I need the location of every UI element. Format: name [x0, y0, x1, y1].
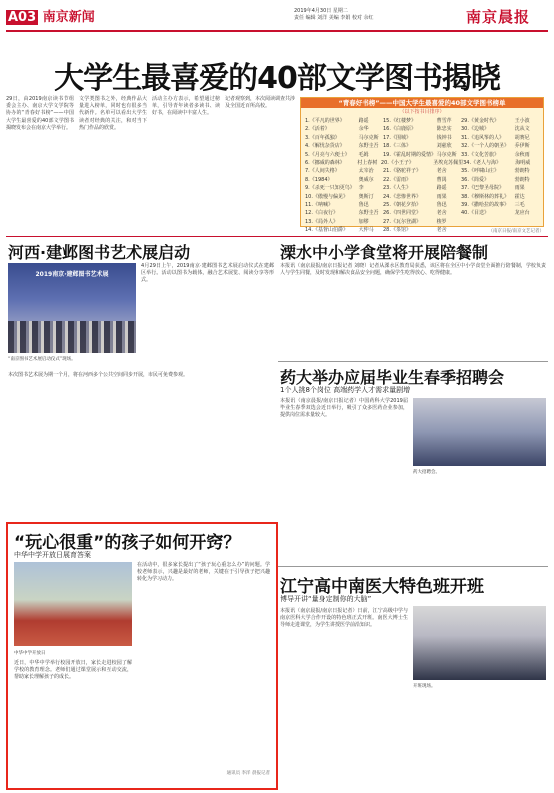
table-cell: 27.《瓦尔登湖》 — [383, 218, 421, 225]
kid-subline: 中华中学开放日展育答案 — [14, 551, 91, 559]
table-cell: 20.《小王子》 — [380, 159, 414, 166]
canteen-headline: 溧水中小学食堂将开展陪餐制 — [280, 243, 489, 262]
job-text: 本报讯（南京晨报/南京日报记者）中国药科大学2019届毕业生春季双选会近日举行，吸引了众多医药企业参加，提供岗位需求量较大。 — [280, 398, 408, 419]
table-cell: 马尔克斯 — [358, 134, 379, 141]
table-title: “青春好书榜”——中国大学生最喜爱的40部文学图书榜单 — [301, 98, 543, 108]
table-row — [301, 193, 543, 201]
table-cell: 王小波 — [514, 118, 530, 124]
table-cell: 34.《老人与海》 — [463, 159, 502, 166]
table-cell: 22.《雷雨》 — [383, 176, 411, 183]
table-cell: 31.《追风筝的人》 — [461, 134, 504, 141]
hospital-headline: 江宁高中南医大特色班开班 — [280, 577, 484, 597]
table-row — [301, 134, 543, 142]
hospital-text: 本报讯（南京晨报/南京日报记者）日前，江宁高级中学与南京医科大学合作开设的特色班正式开班。南医大博士生导师走进课堂，为学生讲授医学前沿知识。 — [280, 608, 408, 629]
art-caption: “南京图书艺术展启动仪式”现场。 — [8, 357, 76, 362]
kid-text-right: 在活动中，很多家长提出了“孩子玩心重怎么办”的问题。学校老师表示，兴趣是最好的老师，关键在于引导孩子把兴趣转化为学习动力。 — [137, 562, 270, 583]
kid-headline: “玩心很重”的孩子如何开窍？ — [14, 533, 241, 553]
table-row — [301, 167, 543, 175]
main-story-col1: 29日，由2019南京读书节组委会主办、南京大学文学院等协办的“青春好书榜”——中国大学生最喜爱的40部文学图书揭晓发布会在南京大学举行。 — [6, 96, 74, 131]
table-cell: 沈从文 — [514, 126, 530, 133]
table-cell: 钱钟书 — [436, 134, 452, 141]
divider — [278, 566, 548, 567]
table-cell: 曹禺 — [436, 176, 447, 183]
table-cell: 7.《人间失格》 — [305, 168, 340, 175]
table-cell: 4.《解忧杂货店》 — [305, 143, 345, 150]
hospital-text-2 — [280, 732, 546, 784]
table-cell: 毛姆 — [358, 151, 369, 158]
table-cell: 奥斯汀 — [358, 193, 374, 200]
table-cell: 东野圭吾 — [358, 210, 379, 217]
divider — [6, 236, 548, 237]
table-cell: 太宰治 — [358, 168, 374, 175]
table-cell: 39.《撒哈拉的故事》 — [461, 201, 509, 208]
job-text-2 — [413, 478, 546, 538]
table-cell: 12.《白夜行》 — [305, 210, 338, 217]
hospital-caption: 开班现场。 — [413, 684, 436, 689]
job-headline: 药大举办应届毕业生春季招聘会 — [280, 368, 505, 387]
table-cell: 加缪 — [358, 218, 369, 225]
main-headline: 大学生最喜爱的40部文学图书揭晓 — [54, 61, 500, 96]
canteen-text: 本报讯（南京晨报/南京日报记者 刘晓）记者从溧水区教育局获悉，该区将在全区中小学食堂全面推行陪餐制，学校负责人与学生同餐，及时发现和解决食品安全问题，确保学生吃得放心、吃得健康。 — [280, 263, 546, 277]
table-cell: 鲁迅 — [358, 201, 369, 208]
date-line: 2019年4月30日 星期二 责任 编辑 刘洋 美编 李娟 校对 余红 — [294, 8, 374, 21]
table-cell: 老舍 — [436, 227, 447, 234]
newspaper-logo: 南京晨报 — [466, 8, 531, 26]
table-cell: 24.《悲惨世界》 — [383, 193, 421, 200]
table-cell: 29.《黄金时代》 — [461, 118, 499, 124]
table-cell: 10.《傲慢与偏见》 — [305, 193, 348, 200]
table-cell: 1.《平凡的世界》 — [305, 118, 345, 124]
table-cell: 路遥 — [436, 185, 447, 192]
divider — [278, 361, 548, 362]
kid-text-left: 近日，中华中学举行校园开放日，家长走进校园了解学校的教育理念。老师们通过课堂展示和互动交流，帮助家长理解孩子的成长。 — [14, 660, 132, 681]
table-row — [301, 184, 543, 192]
table-cell: 9.《杀死一只知更鸟》 — [305, 185, 355, 192]
photo-people — [8, 321, 136, 353]
table-cell: 23.《人生》 — [383, 185, 411, 192]
table-cell: 村上春树 — [357, 159, 378, 166]
table-cell: 马尔克斯 — [436, 151, 457, 158]
hospital-subline: 博导开讲“量身定制你的大脑” — [280, 595, 372, 603]
table-cell: 37.《巴黎圣母院》 — [461, 185, 504, 192]
table-cell: 陈忠实 — [436, 126, 452, 133]
art-photo — [8, 263, 136, 353]
section-title: 南京新闻 — [42, 10, 95, 25]
table-row — [301, 125, 543, 133]
table-cell: 雨果 — [436, 193, 447, 200]
table-cell: 余秋雨 — [514, 151, 530, 158]
table-cell: 8.《1984》 — [305, 176, 333, 183]
hospital-photo — [413, 606, 546, 680]
table-cell: 25.《朝花夕拾》 — [383, 201, 421, 208]
table-cell: 霍达 — [514, 193, 525, 200]
art-text-right: 4月29日上午，2019南京·建邺图书艺术展启动仪式在建邺区举行。活动以图书为载体，融合艺术展览、阅读分享等形式。 — [141, 263, 274, 284]
table-cell: 奥威尔 — [358, 176, 374, 183]
table-cell: 勃朗特 — [514, 168, 530, 175]
table-cell: 33.《文化苦旅》 — [461, 151, 499, 158]
job-subline: 1个人挑8个岗位 高端药学人才需求量剧增 — [280, 386, 411, 394]
table-cell: 36.《简爱》 — [461, 176, 489, 183]
table-cell: 鲁迅 — [436, 201, 447, 208]
table-cell: 老舍 — [436, 168, 447, 175]
photo-banner: 2019南京·建邺图书艺术展 — [35, 271, 109, 278]
main-story-col2: 文学类图书之外，经典作品大量进入榜单，同时也有很多当代新作。名单可以看出大学生读者对经典的关注，和对当下热门作品的欣赏。 — [79, 96, 147, 131]
table-cell: 6.《挪威的森林》 — [305, 159, 345, 166]
table-cell: 乔伊斯 — [514, 143, 530, 150]
table-cell: 李 — [358, 185, 364, 192]
table-cell — [461, 218, 515, 226]
job-caption: 药大招聘会。 — [413, 470, 440, 475]
table-cell: 15.《红楼梦》 — [383, 118, 416, 124]
table-cell: 11.《呐喊》 — [305, 201, 333, 208]
table-cell: 曹雪芹 — [436, 118, 452, 124]
table-cell: 东野圭吾 — [358, 143, 379, 150]
table-row — [301, 176, 543, 184]
table-row — [301, 117, 543, 125]
kid-byline: 通讯员 李洋 晨报记者 — [226, 771, 270, 776]
table-cell: 40.《目送》 — [461, 210, 489, 217]
table-row — [301, 201, 543, 209]
table-cell: 大仲马 — [358, 227, 374, 234]
table-cell: 19.《霍乱时期的爱情》 — [383, 151, 436, 158]
table-cell: 13.《局外人》 — [305, 218, 338, 225]
kid-photo-caption: 中华中学开放日 — [14, 651, 46, 656]
table-cell: 38.《穆斯林的葬礼》 — [461, 193, 509, 200]
main-story-col4: 记者观察到，本次阅读调查共涉及全国近百所高校。 — [225, 96, 296, 110]
table-cell: 17.《围城》 — [383, 134, 411, 141]
header-rule — [6, 30, 548, 32]
table-cell: 16.《白鹿原》 — [383, 126, 416, 133]
table-source: （南京日报/南京文艺记者） — [488, 229, 544, 234]
table-cell: 32.《一个人的朝圣》 — [461, 143, 509, 150]
table-cell: 三毛 — [514, 201, 525, 208]
table-cell: 28.《茶馆》 — [383, 227, 411, 234]
table-cell: 路遥 — [358, 118, 369, 124]
table-cell: 梭罗 — [436, 218, 447, 225]
table-cell: 勃朗特 — [514, 176, 530, 183]
table-row — [301, 209, 543, 217]
table-cell: 5.《月亮与六便士》 — [305, 151, 350, 158]
table-row — [301, 142, 543, 150]
table-cell: 14.《基督山伯爵》 — [305, 227, 348, 234]
table-cell: 龙应台 — [514, 210, 530, 217]
table-cell: 35.《呼啸山庄》 — [461, 168, 499, 175]
table-cell: 刘慈欣 — [436, 143, 452, 150]
table-cell: 18.《三体》 — [383, 143, 411, 150]
table-cell: 雨果 — [514, 185, 525, 192]
table-cell: 3.《百年孤独》 — [305, 134, 340, 141]
art-headline: 河西·建邺图书艺术展启动 — [8, 243, 191, 262]
table-row — [301, 151, 543, 159]
table-cell: 老舍 — [436, 210, 447, 217]
job-photo — [413, 398, 546, 466]
table-cell — [515, 218, 539, 226]
table-cell: 圣埃克苏佩里 — [433, 159, 464, 166]
table-row — [301, 218, 543, 226]
table-cell: 海明威 — [515, 159, 531, 166]
table-cell: 胡赛尼 — [514, 134, 530, 141]
table-cell: 21.《骆驼祥子》 — [383, 168, 421, 175]
table-cell: 26.《四世同堂》 — [383, 210, 421, 217]
table-cell: 30.《边城》 — [461, 126, 489, 133]
page-section — [6, 6, 95, 25]
table-subtitle: （以下按书目排序） — [399, 109, 445, 115]
main-story-col3: 活动主办方表示，希望通过榜单，引导青年读者多读书、读好书，在阅读中丰富人生。 — [152, 96, 220, 117]
art-text-bottom: 本次图书艺术展为期一个月，将在河西多个公共空间同步开展，市民可免费参观。 — [8, 372, 189, 378]
table-row — [301, 159, 543, 167]
table-cell: 2.《活着》 — [305, 126, 330, 133]
table-cell: 余华 — [358, 126, 369, 133]
kid-photo — [14, 562, 132, 646]
page-number: A03 — [8, 10, 37, 25]
